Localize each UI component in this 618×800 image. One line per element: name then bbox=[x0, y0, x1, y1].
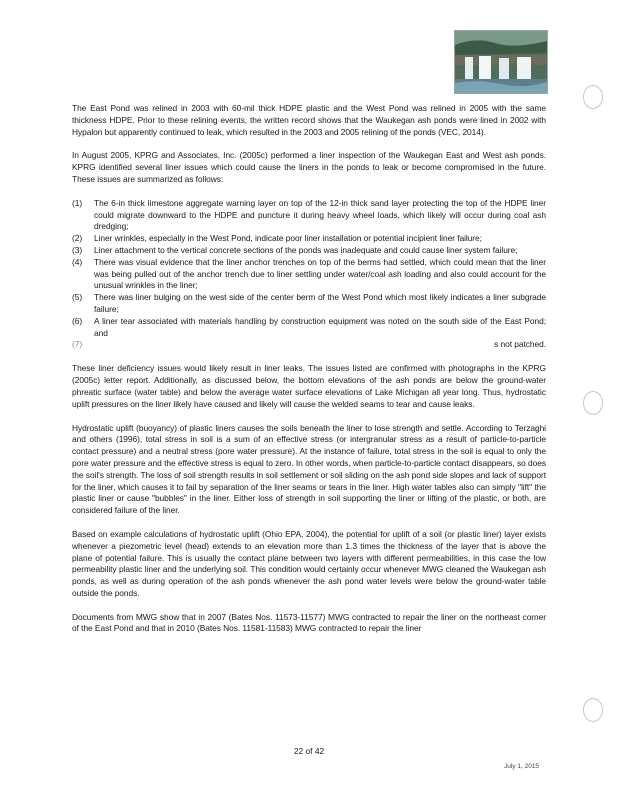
paragraph: Hydrostatic uplift (buoyancy) of plastic liners causes the soils beneath the liner to lose strength and settle. According to Terzaghi and others (1996), total stress in soil is a sum of an effective stress (or intergranular stress as a result of particle-to-particle contact pressure) and a neutral stress (pore water pressure). At the instance of failure, total stress in the soil is equal to only the pore water pressure and the effective stress is equal to zero. In other words, when particle-to-particle contact disappears, so does the soil's strength. The loss of soil strength results in soil settlement or soil sliding on the ash pond side slopes and lack of support for the liner, which causes it to fail by separation of the liner seams or tears in the liner. High water tables also can simply "lift" the plastic liner or cause "bubbles" in the liner. Either loss of strength in soil supporting the liner or lifting of the plastic, or both, are considered failure of the liner. bbox=[72, 422, 546, 516]
list-item bbox=[72, 198, 546, 233]
list-item-number: (3) bbox=[72, 244, 83, 255]
binder-hole bbox=[583, 391, 603, 415]
list-item-text-fragment: s not patched. bbox=[494, 339, 546, 350]
waterfall-photo-icon bbox=[455, 31, 547, 93]
document-body bbox=[72, 103, 546, 647]
list-item-number: (2) bbox=[72, 233, 83, 244]
paragraph: Documents from MWG show that in 2007 (Bates Nos. 11573-11577) MWG contracted to repair the liner on the northeast corner of the East Pond and that in 2010 (Bates Nos. 11581-11583) MWG contracted to repair the liner bbox=[72, 611, 546, 634]
binder-hole bbox=[583, 85, 603, 109]
list-item-text: A liner tear associated with materials handling by construction equipment was noted on the south side of the East Pond; and bbox=[94, 315, 546, 338]
list-item-text: There was visual evidence that the liner anchor trenches on top of the berms had settled, which could mean that the liner was being pulled out of the anchor trench due to liner settling under water/coal ash loading and also could account for the unusual wrinkles in the liner; bbox=[94, 256, 546, 291]
list-item bbox=[72, 245, 546, 257]
list-item-number: (5) bbox=[72, 292, 83, 303]
list-item bbox=[72, 292, 546, 316]
paragraph: These liner deficiency issues would likely result in liner leaks. The issues listed are confirmed with photographs in the KPRG (2005c) letter report. Additionally, as discussed below, the bottom elevations of the ash ponds are below the ground-water phreatic surface (water table) and below the average water surface elevations of Lake Michigan all year long. Thus, hydrostatic uplift pressures on the liner likely have caused and likely will cause the welded seams to tear and cause leaks. bbox=[72, 363, 546, 409]
paragraph: The East Pond was relined in 2003 with 60-mil thick HDPE plastic and the West Pond was relined in 2005 with the same thickness HDPE. Prior to these relining events, the written record shows that the Waukegan ash ponds were lined in 2002 with Hypalon but apparently continued to leak, which resulted in the 2003 and 2005 relining of the ponds (VEC, 2014). bbox=[72, 103, 546, 137]
list-item-text: The 6-in thick limestone aggregate warning layer on top of the 12-in thick sand layer protecting the top of the HDPE liner could migrate downward to the HDPE and puncture it during heavy wheel loads, which likely will occur during coal ash dredging; bbox=[94, 197, 546, 232]
list-item bbox=[72, 316, 546, 340]
list-item-number: (1) bbox=[72, 197, 83, 208]
list-item-partial bbox=[72, 339, 546, 351]
waterfall-logo-image bbox=[454, 30, 548, 94]
binder-hole bbox=[583, 698, 603, 722]
list-item-text: Liner attachment to the vertical concrete sections of the ponds was inadequate and could cause liner system failure; bbox=[94, 244, 518, 255]
document-date: July 1, 2015 bbox=[504, 763, 540, 770]
paragraph: Based on example calculations of hydrostatic uplift (Ohio EPA, 2004), the potential for uplift of a soil (or plastic liner) layer exists whenever a piezometric level (head) extends to an elevation more than 1.3 times the thickness of the layer that is above the plane of potential failure. This is usually the contact plane between two layers with different permeabilities, in this case the low permeability plastic liner and the underlying soil. This condition would certainly occur whenever MWG cleaned the Waukegan ash ponds, as well as during operation of the ash ponds whenever the ash pond water levels were below the ground-water table outside the ponds. bbox=[72, 528, 546, 598]
list-item-number: (6) bbox=[72, 315, 83, 326]
list-item-text: There was liner bulging on the west side of the center berm of the West Pond which most likely indicates a liner subgrade failure; bbox=[94, 292, 546, 314]
list-item-text: Liner wrinkles, especially in the West Pond, indicate poor liner installation or potential incipient liner failure; bbox=[94, 233, 482, 244]
list-item bbox=[72, 233, 546, 245]
list-item-number: (7) bbox=[72, 339, 83, 350]
list-item bbox=[72, 257, 546, 292]
liner-issues-list bbox=[72, 198, 546, 352]
paragraph: In August 2005, KPRG and Associates, Inc. (2005c) performed a liner inspection of the Waukegan East and West ash ponds. KPRG identified several liner issues which could cause the liners in the ponds to leak or become compromised in the future. These issues are summarized as follows: bbox=[72, 150, 546, 184]
list-item-number: (4) bbox=[72, 256, 83, 267]
page-number: 22 of 42 bbox=[293, 746, 325, 756]
